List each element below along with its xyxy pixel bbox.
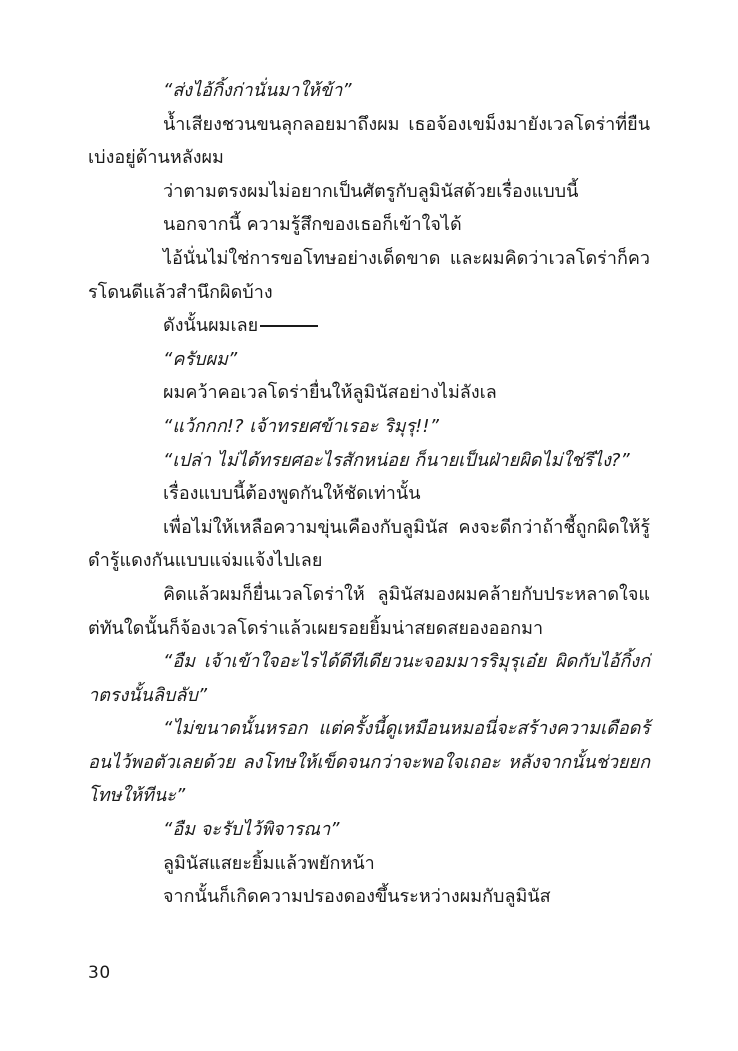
- narration-paragraph: คิดแล้วผมก็ยื่นเวลโดร่าให้ ลูมินัสมองผมคล้ายกับประหลาดใจแต่ทันใดนั้นก็จ้องเวลโดร่าแล้วเผยรอยยิ้มน่าสยดสยองออกมา: [88, 583, 650, 639]
- body-text: [88, 74, 650, 914]
- narration-paragraph: จากนั้นก็เกิดความปรองดองขึ้นระหว่างผมกับลูมินัส: [163, 886, 551, 908]
- narration-paragraph: ไอ้นั่นไม่ใช่การขอโทษอย่างเด็ดขาด และผมคิดว่าเวลโดร่าก็ควรโดนดีแล้วสำนึกผิดบ้าง: [88, 247, 650, 303]
- dialogue-paragraph: “แว้กกก!? เจ้าทรยศข้าเรอะ ริมุรุ!!”: [163, 415, 439, 437]
- narration-paragraph: เพื่อไม่ให้เหลือความขุ่นเคืองกับลูมินัส คงจะดีกว่าถ้าชี้ถูกผิดให้รู้ดำรู้แดงกันแบบแจ่มแจ้งไปเลย: [88, 516, 650, 572]
- narration-paragraph: ลูมินัสแสยะยิ้มแล้วพยักหน้า: [163, 852, 375, 874]
- dialogue-paragraph: “อืม จะรับไว้พิจารณา”: [163, 819, 340, 841]
- narration-text: ดังนั้นผมเลย: [163, 315, 259, 337]
- dialogue-paragraph: “ครับผม”: [163, 348, 238, 370]
- dialogue-paragraph: “เปล่า ไม่ได้ทรยศอะไรสักหน่อย ก็นายเป็นฝ่ายผิดไม่ใช่รึไง?”: [163, 449, 630, 471]
- narration-paragraph: ว่าตามตรงผมไม่อยากเป็นศัตรูกับลูมินัสด้วยเรื่องแบบนี้: [163, 180, 579, 202]
- narration-paragraph: น้ำเสียงชวนขนลุกลอยมาถึงผม เธอจ้องเขม็งมายังเวลโดร่าที่ยืนเบ่งอยู่ด้านหลังผม: [88, 113, 650, 169]
- dialogue-paragraph: “ไม่ขนาดนั้นหรอก แต่ครั้งนี้ดูเหมือนหมอนี่จะสร้างความเดือดร้อนไว้พอตัวเลยด้วย ลงโทษให้เข็ดจนกว่าจะพอใจเถอะ หลังจากนั้นช่วยยกโทษให้ทีนะ”: [88, 718, 650, 807]
- narration-paragraph: ผมคว้าคอเวลโดร่ายื่นให้ลูมินัสอย่างไม่ลังเล: [163, 382, 497, 404]
- em-dash-rule: [260, 325, 318, 327]
- page-number: 30: [88, 963, 111, 983]
- dialogue-paragraph: “ส่งไอ้กิ้งก่านั่นมาให้ข้า”: [163, 80, 352, 101]
- narration-paragraph-with-dash: [88, 309, 650, 343]
- dialogue-paragraph: “อืม เจ้าเข้าใจอะไรได้ดีทีเดียวนะจอมมารริมุรุเอ๋ย ผิดกับไอ้กิ้งก่าตรงนั้นลิบลับ”: [88, 651, 650, 706]
- narration-paragraph: นอกจากนี้ ความรู้สึกของเธอก็เข้าใจได้: [163, 214, 462, 236]
- narration-paragraph: เรื่องแบบนี้ต้องพูดกันให้ชัดเท่านั้น: [163, 483, 421, 505]
